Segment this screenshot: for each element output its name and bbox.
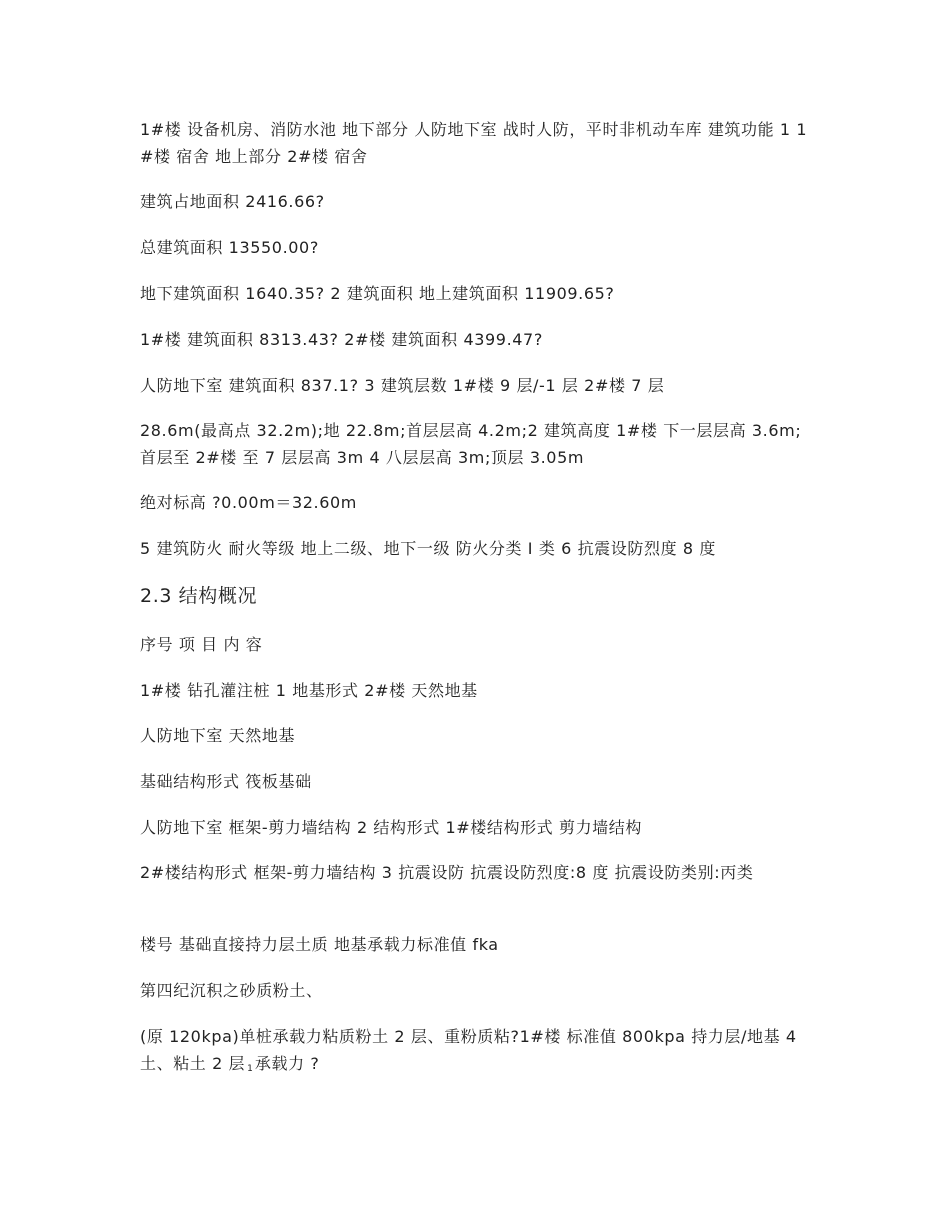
pile-capacity-tail: 承载力 ? [254, 1054, 320, 1073]
paragraph-building-areas: 1#楼 建筑面积 8313.43? 2#楼 建筑面积 4399.47? [140, 330, 543, 349]
paragraph-underground-area: 地下建筑面积 1640.35? 2 建筑面积 地上建筑面积 11909.65? [140, 284, 615, 303]
paragraph-foundation-type: 1#楼 钻孔灌注桩 1 地基形式 2#楼 天然地基 [140, 681, 478, 700]
paragraph-civil-defense-foundation: 人防地下室 天然地基 [140, 726, 296, 745]
section-heading: 2.3 结构概况 [140, 585, 258, 607]
paragraph-seismic: 2#楼结构形式 框架-剪力墙结构 3 抗震设防 抗震设防烈度:8 度 抗震设防类别:丙类 [140, 863, 754, 882]
pile-capacity-text: (原 120kpa)单桩承载力粘质粉土 2 层、重粉质粘?1#楼 标准值 800kpa 持力层/地基 4 土、粘土 2 层 [140, 1027, 797, 1073]
paragraph-building-function: 1#楼 设备机房、消防水池 地下部分 人防地下室 战时人防，平时非机动车库 建筑功能 1 1#楼 宿舍 地上部分 2#楼 宿舍 [140, 120, 808, 166]
paragraph-footprint-area: 建筑占地面积 2416.66? [140, 192, 325, 211]
paragraph-foundation-structure: 基础结构形式 筏板基础 [140, 772, 312, 791]
paragraph-fire-protection: 5 建筑防火 耐火等级 地上二级、地下一级 防火分类 I 类 6 抗震设防烈度 8 度 [140, 539, 716, 558]
paragraph-structure-form: 人防地下室 框架-剪力墙结构 2 结构形式 1#楼结构形式 剪力墙结构 [140, 818, 642, 837]
subscript-marker: 1 [247, 1064, 253, 1074]
paragraph-quaternary-soil: 第四纪沉积之砂质粉土、 [140, 981, 323, 1000]
paragraph-total-area: 总建筑面积 13550.00? [140, 238, 319, 257]
table-header-line: 序号 项 目 内 容 [140, 635, 263, 654]
paragraph-pile-capacity [140, 1023, 810, 1081]
paragraph-floors: 人防地下室 建筑面积 837.1? 3 建筑层数 1#楼 9 层/-1 层 2#楼 7 层 [140, 376, 665, 395]
paragraph-building-height: 28.6m(最高点 32.2m);地 22.8m;首层层高 4.2m;2 建筑高度 1#楼 下一层层高 3.6m;首层至 2#楼 至 7 层层高 3m 4 八层层高 3m;顶层 3.05m [140, 421, 802, 467]
paragraph-bearing-layer: 楼号 基础直接持力层土质 地基承载力标准值 fka [140, 935, 499, 954]
paragraph-absolute-elevation: 绝对标高 ?0.00m＝32.60m [140, 493, 357, 512]
